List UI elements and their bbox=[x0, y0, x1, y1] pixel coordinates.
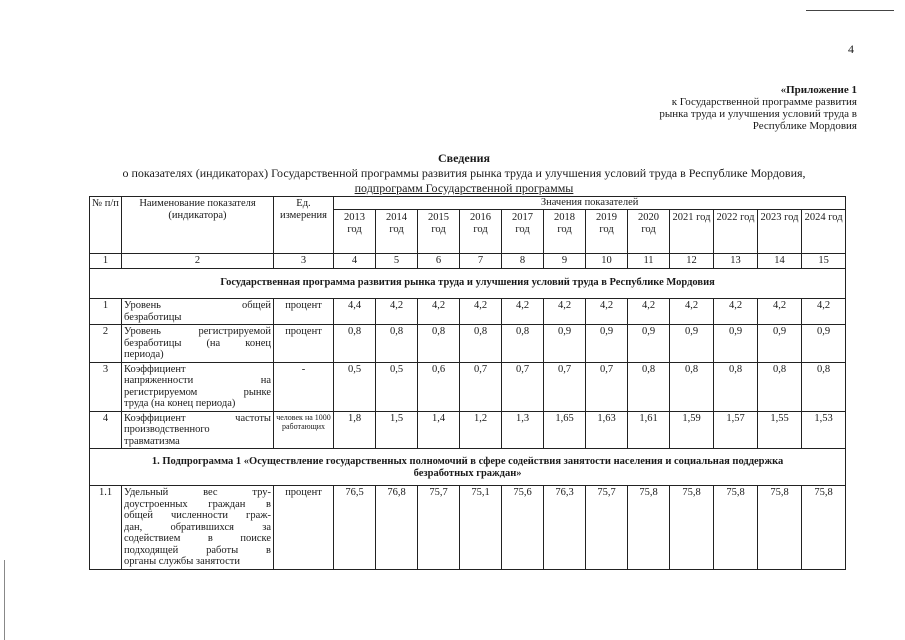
year-header: 2015 год bbox=[418, 210, 460, 254]
value-cell: 0,9 bbox=[758, 325, 802, 363]
section-title-main: Государственная программа развития рынка труда и улучшения условий труда в Республике Мордовия bbox=[90, 268, 846, 299]
year-header: 2020 год bbox=[628, 210, 670, 254]
scan-edge bbox=[4, 560, 5, 640]
section-title-sub1 bbox=[90, 449, 846, 486]
row-number: 1.1 bbox=[90, 486, 122, 570]
column-number: 11 bbox=[628, 254, 670, 269]
value-cell: 1,2 bbox=[460, 411, 502, 449]
table-row bbox=[90, 411, 846, 449]
column-number: 1 bbox=[90, 254, 122, 269]
unit-cell: - bbox=[274, 362, 334, 411]
column-number: 4 bbox=[334, 254, 376, 269]
value-cell: 75,8 bbox=[670, 486, 714, 570]
value-cell: 0,8 bbox=[670, 362, 714, 411]
value-cell: 1,61 bbox=[628, 411, 670, 449]
value-cell: 4,2 bbox=[758, 299, 802, 325]
indicator-name bbox=[122, 299, 274, 325]
value-cell: 75,1 bbox=[460, 486, 502, 570]
value-cell: 0,9 bbox=[714, 325, 758, 363]
year-header: 2024 год bbox=[802, 210, 846, 254]
value-cell: 0,5 bbox=[376, 362, 418, 411]
column-number: 6 bbox=[418, 254, 460, 269]
column-number: 10 bbox=[586, 254, 628, 269]
column-number: 5 bbox=[376, 254, 418, 269]
indicator-name-line: дан, обратившихся за bbox=[124, 521, 271, 533]
value-cell: 0,8 bbox=[418, 325, 460, 363]
header-name: Наименование показателя (индикатора) bbox=[122, 197, 274, 254]
page-number: 4 bbox=[848, 42, 854, 56]
document-subtitle: о показателях (индикаторах) Государственной программы развития рынка труда и улучшения условий труда в Республике Мордовия, bbox=[122, 166, 806, 180]
value-cell: 4,2 bbox=[802, 299, 846, 325]
value-cell: 4,2 bbox=[586, 299, 628, 325]
document-subtitle-2 bbox=[40, 182, 888, 194]
section-title-line: 1. Подпрограмма 1 «Осуществление государственных полномочий в сфере содействия занятости населения и социальная поддержка bbox=[151, 456, 784, 467]
value-cell: 76,5 bbox=[334, 486, 376, 570]
value-cell: 1,55 bbox=[758, 411, 802, 449]
document-title: Сведения bbox=[437, 151, 491, 165]
column-number: 8 bbox=[502, 254, 544, 269]
top-rule bbox=[806, 10, 894, 11]
unit-cell: человек на 1000 работающих bbox=[274, 411, 334, 449]
value-cell: 4,2 bbox=[376, 299, 418, 325]
indicator-name-line: подходящей работы в bbox=[124, 544, 271, 556]
value-cell: 0,7 bbox=[502, 362, 544, 411]
value-cell: 0,6 bbox=[418, 362, 460, 411]
value-cell: 0,8 bbox=[460, 325, 502, 363]
year-header: 2019 год bbox=[586, 210, 628, 254]
indicator-name-line: Коэффициент bbox=[124, 363, 186, 375]
year-header: 2023 год bbox=[758, 210, 802, 254]
value-cell: 1,59 bbox=[670, 411, 714, 449]
indicator-name bbox=[122, 362, 274, 411]
value-cell: 1,57 bbox=[714, 411, 758, 449]
value-cell: 1,63 bbox=[586, 411, 628, 449]
value-cell: 4,2 bbox=[670, 299, 714, 325]
header-values: Значения показателей bbox=[334, 197, 846, 210]
table-row bbox=[90, 486, 846, 570]
year-header: 2014 год bbox=[376, 210, 418, 254]
indicator-name-line: Удельный вес тру- bbox=[124, 487, 271, 498]
header-unit: Ед. измерения bbox=[274, 197, 334, 254]
value-cell: 75,7 bbox=[418, 486, 460, 570]
column-number: 2 bbox=[122, 254, 274, 269]
value-cell: 75,6 bbox=[502, 486, 544, 570]
indicator-name bbox=[122, 486, 274, 570]
value-cell: 0,8 bbox=[334, 325, 376, 363]
column-number: 15 bbox=[802, 254, 846, 269]
year-header: 2016 год bbox=[460, 210, 502, 254]
row-number: 1 bbox=[90, 299, 122, 325]
appendix-line: Республике Мордовия bbox=[752, 120, 857, 132]
value-cell: 0,9 bbox=[802, 325, 846, 363]
indicator-name-line: органы службы занятости bbox=[124, 556, 241, 567]
indicator-name-line: Уровень регистрируемой bbox=[124, 326, 271, 337]
unit-cell: процент bbox=[274, 325, 334, 363]
section-row bbox=[90, 268, 846, 299]
table-row bbox=[90, 299, 846, 325]
row-number: 3 bbox=[90, 362, 122, 411]
value-cell: 75,8 bbox=[802, 486, 846, 570]
value-cell: 1,65 bbox=[544, 411, 586, 449]
year-header: 2022 год bbox=[714, 210, 758, 254]
indicator-name-line: Уровень общей bbox=[124, 300, 271, 311]
unit-cell: процент bbox=[274, 299, 334, 325]
value-cell: 75,8 bbox=[714, 486, 758, 570]
header-row bbox=[90, 197, 846, 210]
value-cell: 0,8 bbox=[714, 362, 758, 411]
value-cell: 0,8 bbox=[628, 362, 670, 411]
value-cell: 0,9 bbox=[628, 325, 670, 363]
value-cell: 0,9 bbox=[670, 325, 714, 363]
value-cell: 0,8 bbox=[802, 362, 846, 411]
table-row bbox=[90, 325, 846, 363]
column-number: 14 bbox=[758, 254, 802, 269]
appendix-block bbox=[627, 84, 857, 132]
year-header: 2018 год bbox=[544, 210, 586, 254]
value-cell: 0,8 bbox=[376, 325, 418, 363]
section-row bbox=[90, 449, 846, 486]
value-cell: 0,7 bbox=[460, 362, 502, 411]
value-cell: 1,3 bbox=[502, 411, 544, 449]
value-cell: 75,7 bbox=[586, 486, 628, 570]
value-cell: 75,8 bbox=[628, 486, 670, 570]
document-subtitle-text: подпрограмм Государственной программы bbox=[354, 181, 574, 195]
appendix-line: рынка труда и улучшения условий труда в bbox=[659, 108, 857, 120]
column-number-row bbox=[90, 254, 846, 269]
column-number: 12 bbox=[670, 254, 714, 269]
value-cell: 0,8 bbox=[758, 362, 802, 411]
value-cell: 1,53 bbox=[802, 411, 846, 449]
value-cell: 0,7 bbox=[544, 362, 586, 411]
row-number: 4 bbox=[90, 411, 122, 449]
value-cell: 1,5 bbox=[376, 411, 418, 449]
indicator-name-line: безработицы (на конец bbox=[124, 337, 271, 349]
indicator-name-line: труда (на конец периода) bbox=[124, 398, 236, 409]
value-cell: 4,4 bbox=[334, 299, 376, 325]
value-cell: 4,2 bbox=[544, 299, 586, 325]
row-number: 2 bbox=[90, 325, 122, 363]
appendix-line: к Государственной программе развития bbox=[671, 96, 857, 108]
year-header: 2021 год bbox=[670, 210, 714, 254]
indicator-name-line: периода) bbox=[124, 349, 164, 360]
indicator-name-line: травматизма bbox=[124, 435, 180, 447]
indicator-name-line: производственного bbox=[124, 424, 210, 435]
value-cell: 4,2 bbox=[502, 299, 544, 325]
indicator-name-line: Коэффициент частоты bbox=[124, 412, 271, 424]
value-cell: 0,7 bbox=[586, 362, 628, 411]
value-cell: 1,8 bbox=[334, 411, 376, 449]
column-number: 3 bbox=[274, 254, 334, 269]
value-cell: 0,9 bbox=[544, 325, 586, 363]
indicator-name-line: безработицы bbox=[124, 311, 182, 323]
indicator-name-line: доустроенных граждан в bbox=[124, 498, 271, 510]
header-num: № п/п bbox=[90, 197, 122, 254]
value-cell: 0,9 bbox=[586, 325, 628, 363]
value-cell: 4,2 bbox=[628, 299, 670, 325]
value-cell: 76,8 bbox=[376, 486, 418, 570]
year-header: 2013 год bbox=[334, 210, 376, 254]
value-cell: 4,2 bbox=[460, 299, 502, 325]
value-cell: 4,2 bbox=[418, 299, 460, 325]
appendix-title: «Приложение 1 bbox=[780, 84, 857, 96]
unit-cell: процент bbox=[274, 486, 334, 570]
table-row bbox=[90, 362, 846, 411]
column-number: 9 bbox=[544, 254, 586, 269]
value-cell: 4,2 bbox=[714, 299, 758, 325]
value-cell: 0,5 bbox=[334, 362, 376, 411]
indicator-name bbox=[122, 411, 274, 449]
value-cell: 76,3 bbox=[544, 486, 586, 570]
indicator-name-line: общей численности граж- bbox=[124, 510, 271, 521]
value-cell: 0,8 bbox=[502, 325, 544, 363]
section-title-line: безработных граждан» bbox=[413, 467, 522, 479]
indicator-name-line: содействием в поиске bbox=[124, 533, 271, 544]
indicator-name-line: напряженности на bbox=[124, 375, 271, 386]
column-number: 7 bbox=[460, 254, 502, 269]
year-header: 2017 год bbox=[502, 210, 544, 254]
indicator-name bbox=[122, 325, 274, 363]
indicators-table bbox=[89, 196, 846, 570]
value-cell: 1,4 bbox=[418, 411, 460, 449]
value-cell: 75,8 bbox=[758, 486, 802, 570]
column-number: 13 bbox=[714, 254, 758, 269]
indicator-name-line: регистрируемом рынке bbox=[124, 386, 271, 398]
